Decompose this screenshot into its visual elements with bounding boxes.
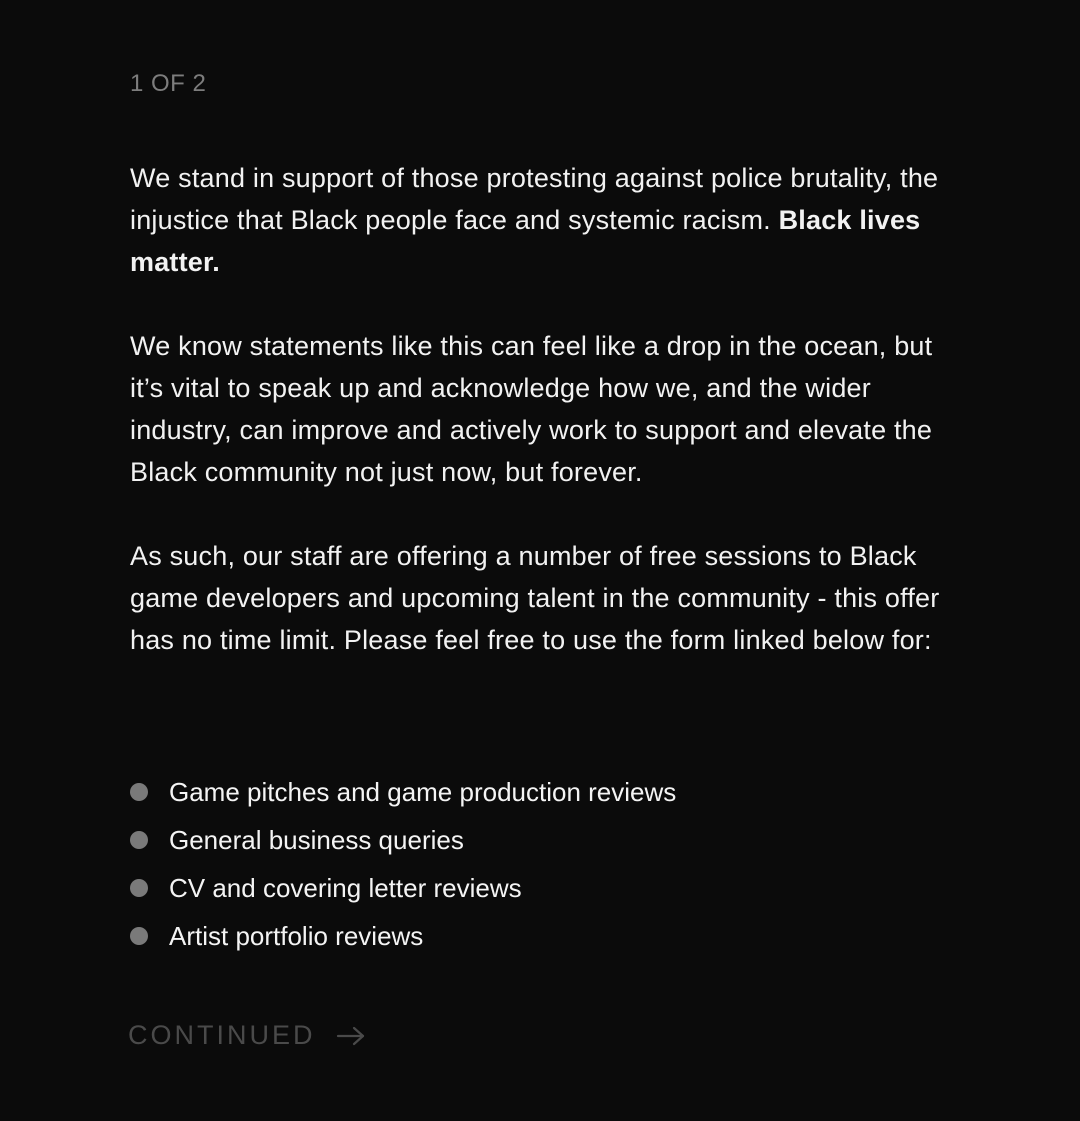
statement-paragraph-2: We know statements like this can feel like a drop in the ocean, but it’s vital to speak up and acknowledge how we, and the wider industry, can improve and actively work to support and elevate the Black community not just now, but forever. bbox=[130, 331, 933, 487]
bullet-icon bbox=[130, 783, 148, 801]
continued-button[interactable] bbox=[128, 1020, 366, 1051]
list-item-label: Artist portfolio reviews bbox=[169, 921, 424, 951]
bullet-icon bbox=[130, 927, 148, 945]
list-item-label: CV and covering letter reviews bbox=[169, 873, 522, 903]
bullet-icon bbox=[130, 879, 148, 897]
bullet-icon bbox=[130, 831, 148, 849]
list-item bbox=[130, 816, 676, 864]
statement-content bbox=[130, 157, 970, 703]
list-item bbox=[130, 768, 676, 816]
list-item-label: Game pitches and game production reviews bbox=[169, 777, 677, 807]
services-list bbox=[130, 768, 676, 960]
page-counter: 1 OF 2 bbox=[130, 70, 207, 97]
list-item bbox=[130, 912, 676, 960]
list-item-label: General business queries bbox=[169, 825, 464, 855]
list-item bbox=[130, 864, 676, 912]
arrow-right-icon bbox=[336, 1025, 366, 1047]
statement-paragraph-3: As such, our staff are offering a number of free sessions to Black game developers and upcoming talent in the community - this offer has no time limit. Please feel free to use the form linked below for: bbox=[130, 541, 940, 655]
continued-label: CONTINUED bbox=[128, 1020, 316, 1050]
black-lives-matter-emphasis: Black lives matter. bbox=[130, 205, 921, 277]
statement-paragraph-1 bbox=[130, 157, 970, 283]
paragraph-1-text: We stand in support of those protesting against police brutality, the injustice that Black people face and systemic racism. bbox=[130, 163, 939, 235]
